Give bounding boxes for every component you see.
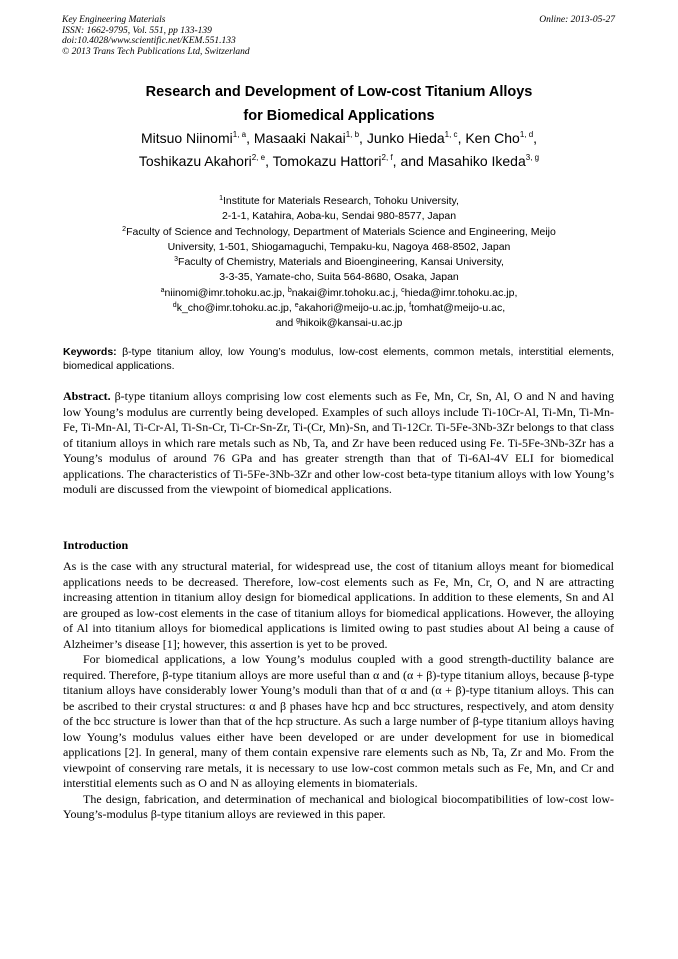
affiliation-text: Faculty of Chemistry, Materials and Bioengineering, Kansai University, — [178, 256, 504, 269]
affiliation-1-line-1 — [0, 194, 678, 209]
email-e[interactable]: akahori@meijo-u.ac.jp — [298, 302, 404, 315]
email-sup: e — [294, 302, 299, 310]
author-name: Toshikazu Akahori — [138, 153, 252, 169]
author-separator: , — [265, 153, 273, 169]
keywords-text: β-type titanium alloy, low Young’s modulus, low-cost elements, common metals, interstitial elements, biomedical applications. — [63, 346, 614, 372]
author-separator: , — [533, 130, 538, 146]
email-line-2: $^d$k_cho@imr.tohoku.ac.jp, $^e$akahori@meijo-u.ac.jp, $^f$tomhat@meijo-u.ac, — [172, 302, 506, 315]
author-row-2 — [0, 150, 678, 173]
author-name: Masahiko Ikeda — [427, 153, 526, 169]
author-separator: , — [246, 130, 254, 146]
email-d[interactable]: k_cho@imr.tohoku.ac.jp — [176, 302, 289, 315]
abstract — [63, 389, 614, 498]
email-line-1: $^a$niinomi@imr.tohoku.ac.jp, $^b$nakai@imr.tohoku.ac.j, $^c$hieda@imr.tohoku.ac.jp, — [160, 286, 518, 299]
author-affil-sup: 2, e — [251, 153, 266, 162]
email-sup: g — [296, 317, 301, 325]
email-g[interactable]: hikoik@kansai-u.ac.jp — [300, 317, 403, 330]
abstract-label: Abstract. — [63, 389, 111, 403]
copyright-line: © 2013 Trans Tech Publications Ltd, Switzerland — [62, 46, 250, 57]
affiliation-3-line-1 — [0, 255, 678, 270]
author-affil-sup: 1, a — [232, 130, 247, 139]
email-sup: d — [172, 302, 177, 310]
email-sup: b — [287, 286, 292, 294]
affiliation-sup: 3 — [174, 256, 179, 264]
author-affil-sup: 1, c — [444, 130, 458, 139]
author-name: Junko Hieda — [366, 130, 445, 146]
intro-paragraph-3: The design, fabrication, and determination of mechanical and biological biocompatibilities of low-cost low-Young’s-modulus β-type titanium alloys are reviewed in this paper. — [63, 791, 614, 821]
affiliation-sup: 1 — [219, 195, 223, 202]
introduction-body — [63, 559, 614, 823]
author-list — [0, 127, 678, 173]
email-sup: c — [401, 286, 405, 294]
email-f[interactable]: tomhat@meijo-u.ac — [411, 302, 503, 315]
author-name: Ken Cho — [465, 130, 520, 146]
title-line-1: Research and Development of Low-cost Titanium Alloys — [145, 84, 533, 100]
email-sup: a — [160, 286, 165, 294]
author-separator: , and — [392, 153, 428, 169]
affiliations — [0, 194, 678, 332]
journal-header — [62, 15, 250, 57]
author-affil-sup: 1, b — [345, 130, 360, 139]
affiliation-text: Institute for Materials Research, Tohoku University, — [222, 195, 459, 207]
author-name: Tomokazu Hattori — [272, 153, 382, 169]
email-sup: f — [409, 302, 412, 310]
issn-line: ISSN: 1662-9795, Vol. 551, pp 133-139 — [62, 25, 212, 36]
author-separator: , — [359, 130, 367, 146]
keywords — [63, 346, 614, 373]
author-affil-sup: 2, f — [381, 153, 393, 162]
affiliation-1-line-2: 2-1-1, Katahira, Aoba-ku, Sendai 980-8577, Japan — [221, 210, 457, 223]
author-name: Masaaki Nakai — [253, 130, 346, 146]
author-row-1 — [0, 127, 678, 150]
email-and: and — [275, 317, 294, 330]
affiliation-text: Faculty of Science and Technology, Department of Materials Science and Engineering, Meijo — [126, 225, 556, 238]
journal-name: Key Engineering Materials — [62, 15, 166, 25]
affiliation-2-line-1 — [0, 225, 678, 240]
affiliation-sup: 2 — [122, 225, 127, 233]
author-affil-sup: 1, d — [519, 130, 534, 139]
author-name: Mitsuo Niinomi — [140, 130, 233, 146]
intro-paragraph-2: For biomedical applications, a low Young’s modulus coupled with a good strength-ductility balance are required. Therefore, β-type titanium alloys are more useful than α and (α + β)-type titanium alloys, because β-type titanium alloys have considerably lower Young’s moduli than that of α and (α + β)-type titanium alloys. This can be ascribed to their crystal structures: α and β phases have hcp and bcc structures, respectively, and atom density of the bcc structure is lower than that of the hcp structure. As such a large number of β-type titanium alloys having low Young’s modulus values either have been developed or are under development for use in biomedical applications [2]. In general, many of them contain expensive rare elements such as Nb, Ta, Zr and Mo. From the viewpoint of conserving rare metals, it is necessary to use low-cost common metals such as Fe, Mn, and Cr and interstitial elements such as O and N as alloying elements in biomaterials. — [63, 652, 614, 790]
title-line-2: for Biomedical Applications — [243, 108, 435, 124]
section-heading-introduction: Introduction — [63, 538, 129, 552]
doi-line: doi:10.4028/www.scientific.net/KEM.551.133 — [62, 36, 236, 46]
email-a[interactable]: niinomi@imr.tohoku.ac.jp — [164, 286, 282, 299]
affiliation-3-line-2: 3-3-35, Yamate-cho, Suita 564-8680, Osaka, Japan — [219, 271, 459, 284]
affiliation-2-line-2: University, 1-501, Shiogamaguchi, Tempaku-ku, Nagoya 468-8502, Japan — [167, 240, 511, 253]
author-affil-sup: 3, g — [525, 153, 540, 162]
intro-paragraph-1: As is the case with any structural material, for widespread use, the cost of titanium alloys meant for biomedical applications needs to be decreased. Therefore, low-cost elements such as Fe, Mn, Cr, O, and N are attracting increasing attention in titanium alloy design for biomedical applications. In addition to these elements, Sn and Al are grouped as low-cost elements in the case of titanium alloys for biomedical applications. However, the alloying of Al into titanium alloys for biomedical applications is limited owing to past studies about Al being a cause of Alzheimer’s disease [1]; however, this assertion is yet to be proved. — [63, 559, 614, 651]
email-b[interactable]: nakai@imr.tohoku.ac.j — [291, 286, 396, 299]
online-date: Online: 2013-05-27 — [539, 15, 615, 25]
abstract-text: β-type titanium alloys comprising low cost elements such as Fe, Mn, Cr, Sn, Al, O and N and having low Young’s modulus are currently being developed. Examples of such alloys include Ti-10Cr-Al, Ti-Mn, Ti-Mn-Fe, Ti-Mn-Al, Ti-Cr-Al, Ti-Sn-Cr, Ti-Cr-Sn-Zr, Ti-(Cr, Mn)-Sn, and Ti-12Cr. Ti-5Fe-3Nb-3Zr belongs to that class of titanium alloys in which rare metals such as Nb, Ta, and Zr have been reduced using Fe. Ti-5Fe-3Nb-3Zr has a Young’s modulus of around 76 GPa and has greater strength than that of Ti-6Al-4V ELI for biomedical applications. The characteristics of Ti-5Fe-3Nb-3Zr and other low-cost beta-type titanium alloys with low Young’s moduli are discussed from the viewpoint of biomedical applications. — [63, 389, 615, 496]
email-c[interactable]: hieda@imr.tohoku.ac.jp — [404, 286, 515, 299]
author-separator: , — [457, 130, 466, 146]
keywords-label: Keywords: — [63, 346, 117, 358]
email-line-3 — [0, 316, 678, 331]
paper-title — [0, 80, 678, 128]
